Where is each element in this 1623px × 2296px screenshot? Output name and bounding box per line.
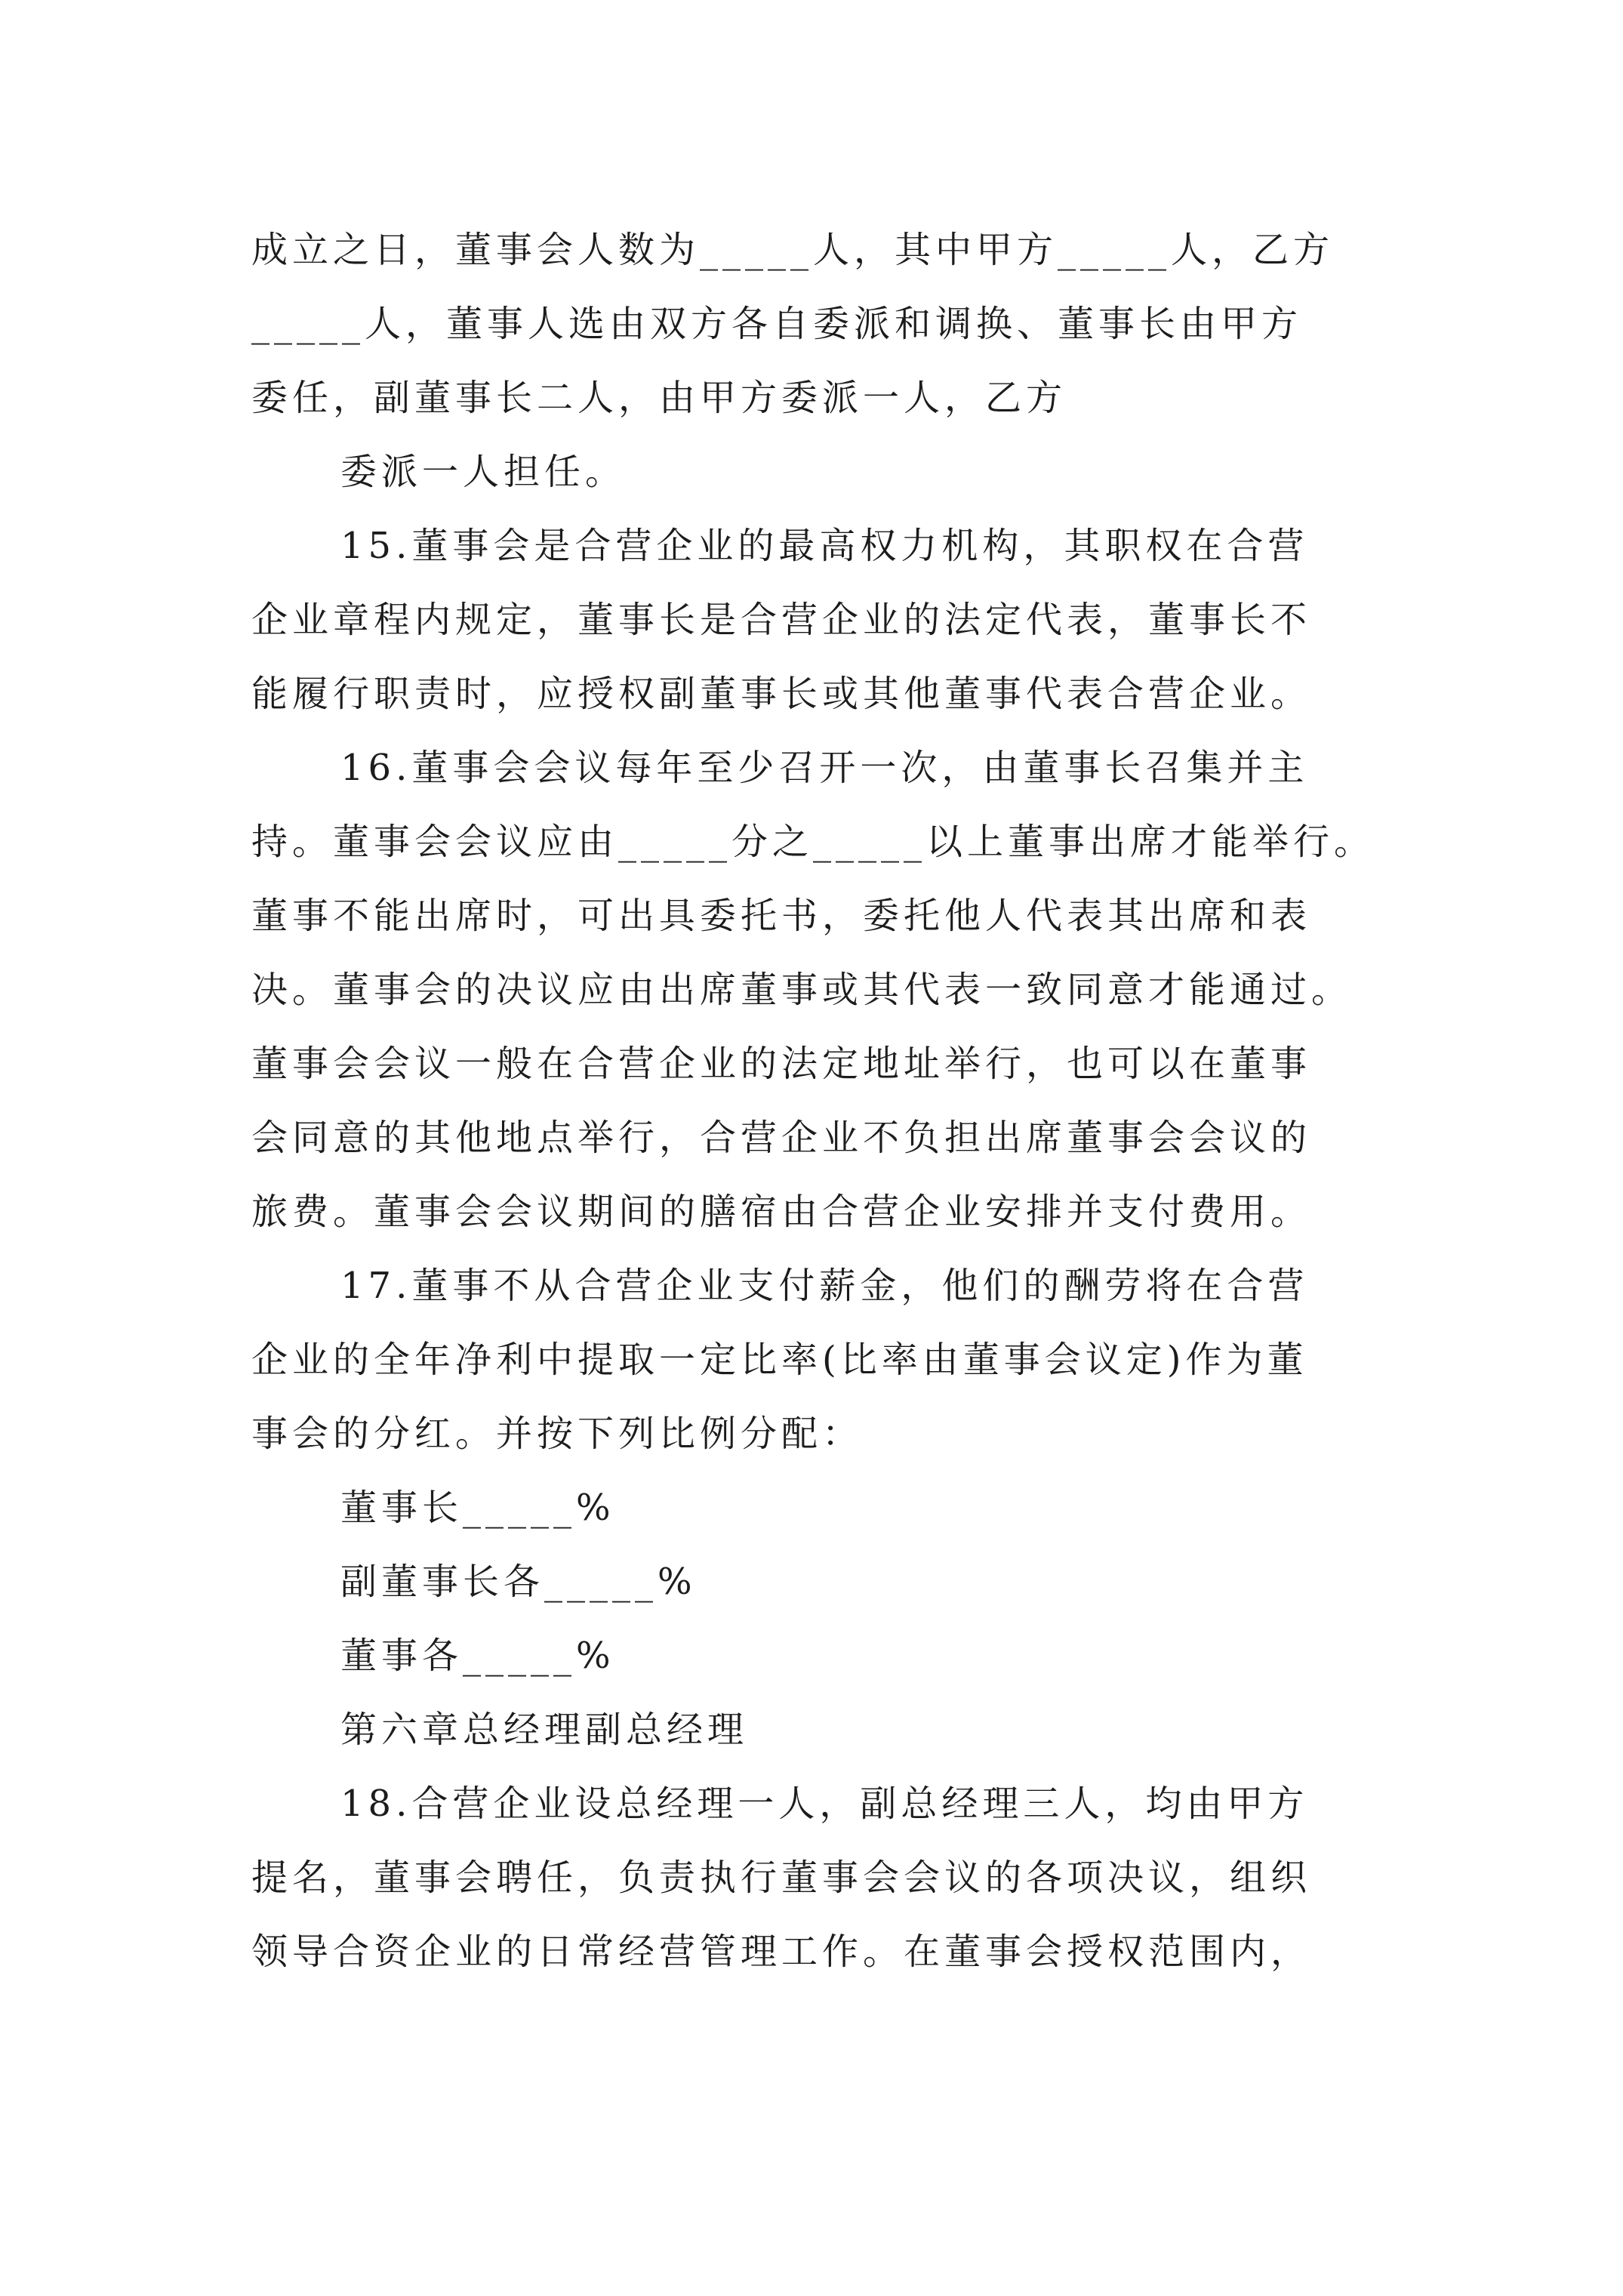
clause-18-line-3: 领导合资企业的日常经营管理工作。在董事会授权范围内， — [251, 1931, 1312, 1973]
clause-16-line-2: 持。董事会会议应由_____分之_____以上董事出席才能举行。 — [251, 821, 1375, 863]
clause-16-line-5: 董事会会议一般在合营企业的法定地址举行，也可以在董事 — [251, 1043, 1312, 1085]
clause-16-line-6: 会同意的其他地点举行，合营企业不负担出席董事会会议的 — [251, 1117, 1312, 1159]
clause-15-line-2: 企业章程内规定，董事长是合营企业的法定代表，董事长不 — [251, 599, 1312, 641]
clause-16-line-4: 决。董事会的决议应由出席董事或其代表一致同意才能通过。 — [251, 969, 1353, 1011]
clause-16-line-7: 旅费。董事会会议期间的膳宿由合营企业安排并支付费用。 — [251, 1191, 1312, 1233]
text-line-2: _____人，董事人选由双方各自委派和调换、董事长由甲方 — [251, 303, 1303, 345]
allocation-directors: 董事各_____% — [340, 1635, 615, 1677]
clause-15-line-1: 15.董事会是合营企业的最高权力机构，其职权在合营 — [340, 525, 1309, 567]
clause-15-line-3: 能履行职责时，应授权副董事长或其他董事代表合营企业。 — [251, 673, 1312, 715]
clause-18-line-1: 18.合营企业设总经理一人，副总经理三人，均由甲方 — [340, 1783, 1309, 1825]
text-line-3: 委任，副董事长二人，由甲方委派一人，乙方 — [251, 377, 1067, 419]
document-body — [251, 213, 1384, 1989]
clause-17-line-2: 企业的全年净利中提取一定比率(比率由董事会议定)作为董 — [251, 1339, 1308, 1381]
text-line-4: 委派一人担任。 — [340, 451, 627, 493]
clause-16-line-1: 16.董事会会议每年至少召开一次，由董事长召集并主 — [340, 747, 1309, 789]
allocation-chairman: 董事长_____% — [340, 1487, 615, 1529]
clause-18-line-2: 提名，董事会聘任，负责执行董事会会议的各项决议，组织 — [251, 1857, 1312, 1899]
text-line-1: 成立之日，董事会人数为_____人，其中甲方_____人，乙方 — [251, 229, 1335, 271]
chapter-heading: 第六章总经理副总经理 — [340, 1709, 749, 1751]
allocation-vice-chairman: 副董事长各_____% — [340, 1561, 697, 1603]
clause-16-line-3: 董事不能出席时，可出具委托书，委托他人代表其出席和表 — [251, 895, 1312, 937]
clause-17-line-3: 事会的分红。并按下列比例分配： — [251, 1413, 864, 1455]
clause-17-line-1: 17.董事不从合营企业支付薪金，他们的酬劳将在合营 — [340, 1265, 1309, 1307]
